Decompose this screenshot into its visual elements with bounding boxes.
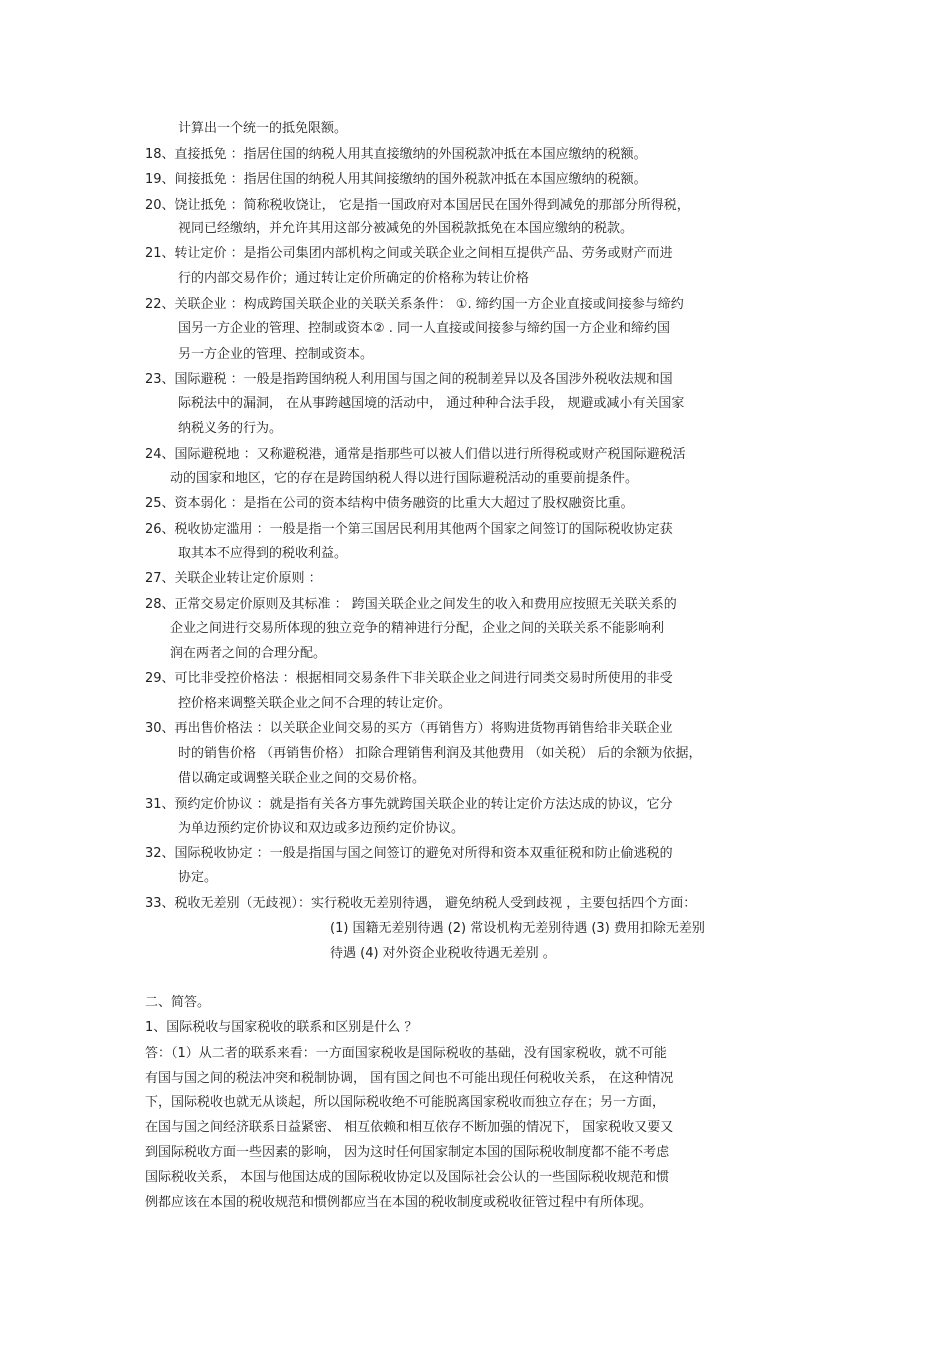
answer-line: 到国际税收方面一些因素的影响， 因为这时任何国家制定本国的国际税收制度都不能不考虑	[145, 1145, 670, 1160]
text-line: 计算出一个统一的抵免限额。	[178, 121, 348, 136]
text-line: 待遇 (4) 对外资企业税收待遇无差别 。	[330, 946, 556, 961]
term-32: 32、国际税收协定 ：一般是指国与国之间签订的避免对所得和资本双重征税和防止偷逃税的	[145, 846, 673, 861]
answer-line: 有国与国之间的税法冲突和税制协调， 国有国之间也不可能出现任何税收关系， 在这种情况	[145, 1071, 674, 1086]
term-33: 33、税收无差别（无歧视）：实行税收无差别待遇， 避免纳税人受到歧视 ，主要包括四个方面：	[145, 896, 697, 911]
text-line: 取其本不应得到的税收利益。	[178, 546, 348, 561]
text-line: 纳税义务的行为。	[178, 421, 283, 436]
text-line: 际税法中的漏洞， 在从事跨越国境的活动中， 通过种种合法手段， 规避或减小有关国家	[178, 396, 685, 411]
term-25: 25、资本弱化 ：是指在公司的资本结构中债务融资的比重大大超过了股权融资比重。	[145, 496, 634, 511]
text-line: 借以确定或调整关联企业之间的交易价格。	[178, 771, 426, 786]
text-line: (1) 国籍无差别待遇 (2) 常设机构无差别待遇 (3) 费用扣除无差别	[330, 921, 705, 936]
term-18: 18、直接抵免 ：指居住国的纳税人用其直接缴纳的外国税款冲抵在本国应缴纳的税额。	[145, 147, 647, 162]
term-22: 22、关联企业 ：构成跨国关联企业的关联关系条件： ①. 缔约国一方企业直接或间接参与缔约	[145, 297, 684, 312]
term-23: 23、国际避税 ：一般是指跨国纳税人利用国与国之间的税制差异以及各国涉外税收法规和国	[145, 372, 673, 387]
text-line: 时的销售价格 （再销售价格） 扣除合理销售利润及其他费用 （如关税） 后的余额为依据，	[178, 746, 702, 761]
answer-line: 下，国际税收也就无从谈起，所以国际税收绝不可能脱离国家税收而独立存在；另一方面，	[145, 1095, 666, 1110]
text-line: 行的内部交易作价；通过转让定价所确定的价格称为转让价格	[178, 271, 530, 286]
text-line: 视同已经缴纳，并允许其用这部分被减免的外国税款抵免在本国应缴纳的税款。	[178, 221, 634, 236]
text-line: 另一方企业的管理、控制或资本。	[178, 347, 374, 362]
term-28: 28、正常交易定价原则及其标准 ： 跨国关联企业之间发生的收入和费用应按照无关联关系的	[145, 597, 677, 612]
answer-line: 在国与国之间经济联系日益紧密、 相互依赖和相互依存不断加强的情况下， 国家税收又要又	[145, 1120, 674, 1135]
text-line: 国另一方企业的管理、控制或资本② . 同一人直接或间接参与缔约国一方企业和缔约国	[178, 321, 671, 336]
text-line: 企业之间进行交易所体现的独立竞争的精神进行分配，企业之间的关联关系不能影响利	[170, 621, 665, 636]
answer-line: 例都应该在本国的税收规范和惯例都应当在本国的税收制度或税收征管过程中有所体现。	[145, 1195, 653, 1210]
text-line: 控价格来调整关联企业之间不合理的转让定价。	[178, 696, 452, 711]
section-heading: 二、简答。	[145, 995, 211, 1010]
question-1: 1、国际税收与国家税收的联系和区别是什么 ？	[145, 1020, 418, 1035]
term-26: 26、税收协定滥用 ：一般是指一个第三国居民利用其他两个国家之间签订的国际税收协定获	[145, 522, 673, 537]
text-line: 为单边预约定价协议和双边或多边预约定价协议。	[178, 821, 465, 836]
term-30: 30、再出售价格法 ：以关联企业间交易的买方（再销售方）将购进货物再销售给非关联企业	[145, 721, 673, 736]
term-29: 29、可比非受控价格法 ：根据相同交易条件下非关联企业之间进行同类交易时所使用的非受	[145, 671, 673, 686]
term-24: 24、国际避税地 ：又称避税港，通常是指那些可以被人们借以进行所得税或财产税国际避税活	[145, 447, 686, 462]
answer-line: 答：（1）从二者的联系来看：一方面国家税收是国际税收的基础，没有国家税收，就不可能	[145, 1046, 667, 1061]
term-20: 20、饶让抵免 ：简称税收饶让， 它是指一国政府对本国居民在国外得到减免的那部分所得税，	[145, 198, 690, 213]
term-19: 19、间接抵免 ：指居住国的纳税人用其间接缴纳的国外税款冲抵在本国应缴纳的税额。	[145, 172, 647, 187]
term-21: 21、转让定价 ：是指公司集团内部机构之间或关联企业之间相互提供产品、劳务或财产而进	[145, 246, 673, 261]
text-line: 润在两者之间的合理分配。	[170, 646, 327, 661]
text-line: 动的国家和地区，它的存在是跨国纳税人得以进行国际避税活动的重要前提条件。	[170, 471, 639, 486]
term-31: 31、预约定价协议 ：就是指有关各方事先就跨国关联企业的转让定价方法达成的协议，它分	[145, 797, 673, 812]
text-line: 协定。	[178, 870, 218, 885]
answer-line: 国际税收关系， 本国与他国达成的国际税收协定以及国际社会公认的一些国际税收规范和惯	[145, 1170, 670, 1185]
term-27: 27、关联企业转让定价原则 ：	[145, 571, 322, 586]
